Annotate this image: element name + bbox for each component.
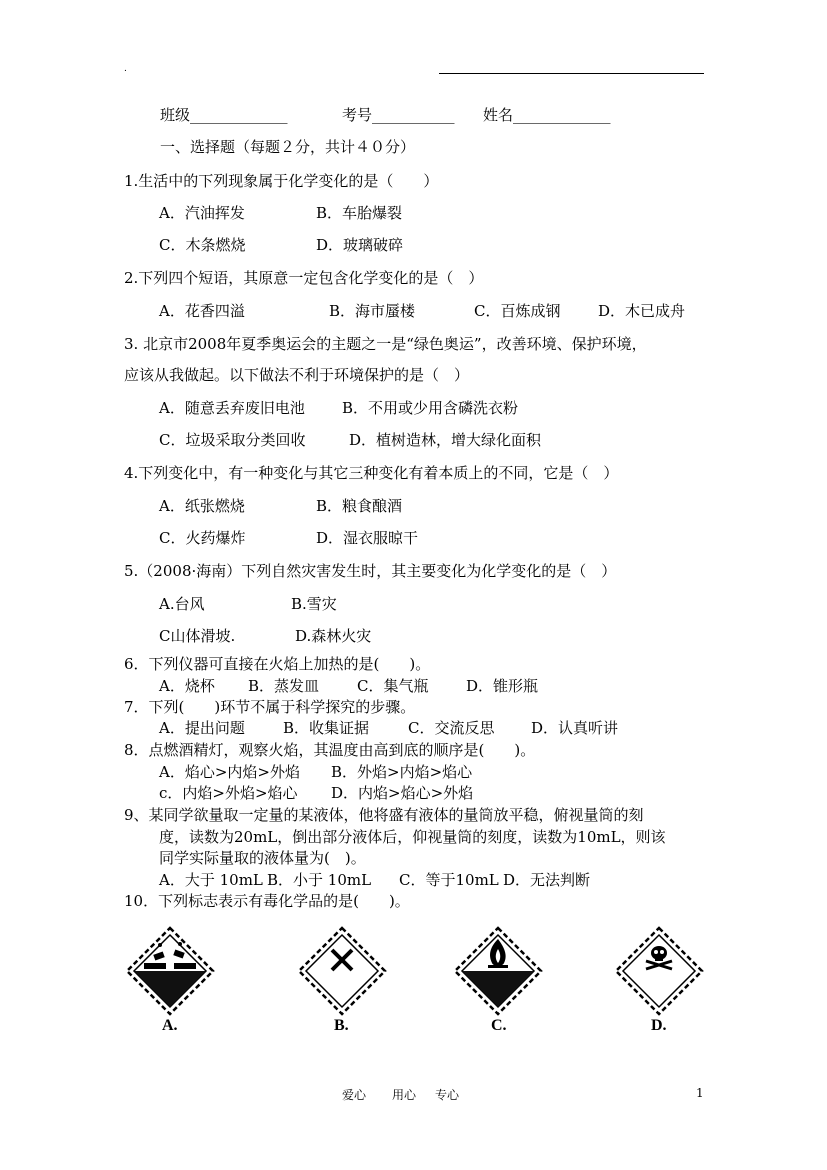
q3-option-c: C．垃圾采取分类回收 bbox=[159, 431, 306, 449]
header-dot: . bbox=[124, 64, 127, 74]
question-6-stem: 6．下列仪器可直接在火焰上加热的是( )。 bbox=[124, 655, 431, 673]
question-9-stem-line-2: 度，读数为20mL，倒出部分液体后，仰视量筒的刻度，读数为10mL，则该 bbox=[159, 828, 666, 846]
q3-option-d: D．植树造林，增大绿化面积 bbox=[349, 431, 542, 449]
question-10-stem: 10．下列标志表示有毒化学品的是( )。 bbox=[124, 892, 410, 910]
sign-d[interactable] bbox=[613, 925, 705, 1017]
q4-option-b: B．粮食酿酒 bbox=[316, 497, 403, 515]
q1-option-b: B．车胎爆裂 bbox=[316, 204, 403, 222]
toxic-skull-sign-icon bbox=[613, 925, 705, 1017]
q6-option-b: B．蒸发皿 bbox=[248, 677, 320, 695]
q5-option-c: C山体滑坡. bbox=[159, 627, 236, 645]
corrosive-sign-icon bbox=[124, 925, 216, 1017]
sign-d-label: D. bbox=[651, 1017, 667, 1034]
q8-option-d: D．内焰>焰心>外焰 bbox=[331, 784, 474, 802]
q9-option-a: A．大于 10mL bbox=[159, 871, 263, 889]
question-1-stem: 1.生活中的下列现象属于化学变化的是（ ） bbox=[124, 172, 439, 190]
question-9-stem-line-3: 同学实际量取的液体量为( )。 bbox=[159, 849, 366, 867]
q2-option-d: D．木已成舟 bbox=[598, 302, 686, 320]
question-9-stem-line-1: 9、某同学欲量取一定量的某液体，他将盛有液体的量筒放平稳，俯视量筒的刻 bbox=[124, 806, 644, 824]
question-3-stem-line-1: 3. 北京市2008年夏季奥运会的主题之一是“绿色奥运”，改善环境、保护环境， bbox=[124, 335, 647, 353]
sign-c[interactable] bbox=[452, 925, 544, 1017]
flammable-sign-icon bbox=[452, 925, 544, 1017]
q2-option-a: A．花香四溢 bbox=[159, 302, 245, 320]
q3-option-b: B．不用或少用含磷洗衣粉 bbox=[342, 399, 519, 417]
q4-option-c: C．火药爆炸 bbox=[159, 529, 246, 547]
sign-a-label: A. bbox=[162, 1017, 178, 1034]
q4-option-a: A．纸张燃烧 bbox=[159, 497, 245, 515]
footer-motto-3: 专心 bbox=[435, 1088, 460, 1102]
name-field-label: 姓名_____________ bbox=[483, 106, 611, 124]
sign-b-label: B. bbox=[334, 1017, 349, 1034]
q6-option-d: D．锥形瓶 bbox=[466, 677, 539, 695]
q8-option-c: c．内焰>外焰>焰心 bbox=[159, 784, 298, 802]
q8-option-a: A．焰心>内焰>外焰 bbox=[159, 763, 300, 781]
question-8-stem: 8．点燃酒精灯，观察火焰，其温度由高到底的顺序是( )。 bbox=[124, 741, 536, 759]
sign-c-label: C. bbox=[491, 1017, 507, 1034]
q6-option-a: A．烧杯 bbox=[159, 677, 215, 695]
q5-option-d: D.森林火灾 bbox=[295, 627, 372, 645]
page-number: 1 bbox=[696, 1086, 704, 1100]
q7-option-a: A．提出问题 bbox=[159, 719, 245, 737]
question-3-stem-line-2: 应该从我做起。以下做法不利于环境保护的是（ ） bbox=[124, 366, 470, 384]
q5-option-a: A.台风 bbox=[159, 595, 205, 613]
q1-option-a: A．汽油挥发 bbox=[159, 204, 245, 222]
q2-option-b: B．海市蜃楼 bbox=[329, 302, 416, 320]
q6-option-c: C．集气瓶 bbox=[357, 677, 429, 695]
exam-number-field-label: 考号___________ bbox=[342, 106, 455, 124]
section-title: 一、选择题（每题２分，共计４０分） bbox=[160, 138, 416, 156]
q9-option-c: C．等于10mL bbox=[399, 871, 499, 889]
q1-option-d: D．玻璃破碎 bbox=[316, 236, 404, 254]
header-rule bbox=[439, 73, 704, 74]
q2-option-c: C．百炼成钢 bbox=[474, 302, 561, 320]
question-2-stem: 2.下列四个短语，其原意一定包含化学变化的是（ ） bbox=[124, 269, 484, 287]
class-field-label: 班级_____________ bbox=[160, 106, 288, 124]
q4-option-d: D．湿衣服晾干 bbox=[316, 529, 419, 547]
q7-option-d: D．认真听讲 bbox=[531, 719, 619, 737]
q7-option-b: B．收集证据 bbox=[283, 719, 370, 737]
footer-motto-2: 用心 bbox=[392, 1088, 417, 1102]
q7-option-c: C．交流反思 bbox=[408, 719, 495, 737]
q9-option-d: D．无法判断 bbox=[503, 871, 591, 889]
footer-motto-1: 爱心 bbox=[342, 1088, 367, 1102]
q3-option-a: A．随意丢弃废旧电池 bbox=[159, 399, 305, 417]
q1-option-c: C．木条燃烧 bbox=[159, 236, 246, 254]
question-5-stem: 5.（2008·海南）下列自然灾害发生时，其主要变化为化学变化的是（ ） bbox=[124, 562, 617, 580]
sign-b[interactable] bbox=[296, 925, 388, 1017]
q9-option-b: B．小于 10mL bbox=[267, 871, 372, 889]
q8-option-b: B．外焰>内焰>焰心 bbox=[331, 763, 473, 781]
question-4-stem: 4.下列变化中，有一种变化与其它三种变化有着本质上的不同，它是（ ） bbox=[124, 464, 619, 482]
sign-a[interactable] bbox=[124, 925, 216, 1017]
q5-option-b: B.雪灾 bbox=[291, 595, 337, 613]
question-7-stem: 7．下列( )环节不属于科学探究的步骤。 bbox=[124, 698, 416, 716]
harmful-x-sign-icon bbox=[296, 925, 388, 1017]
